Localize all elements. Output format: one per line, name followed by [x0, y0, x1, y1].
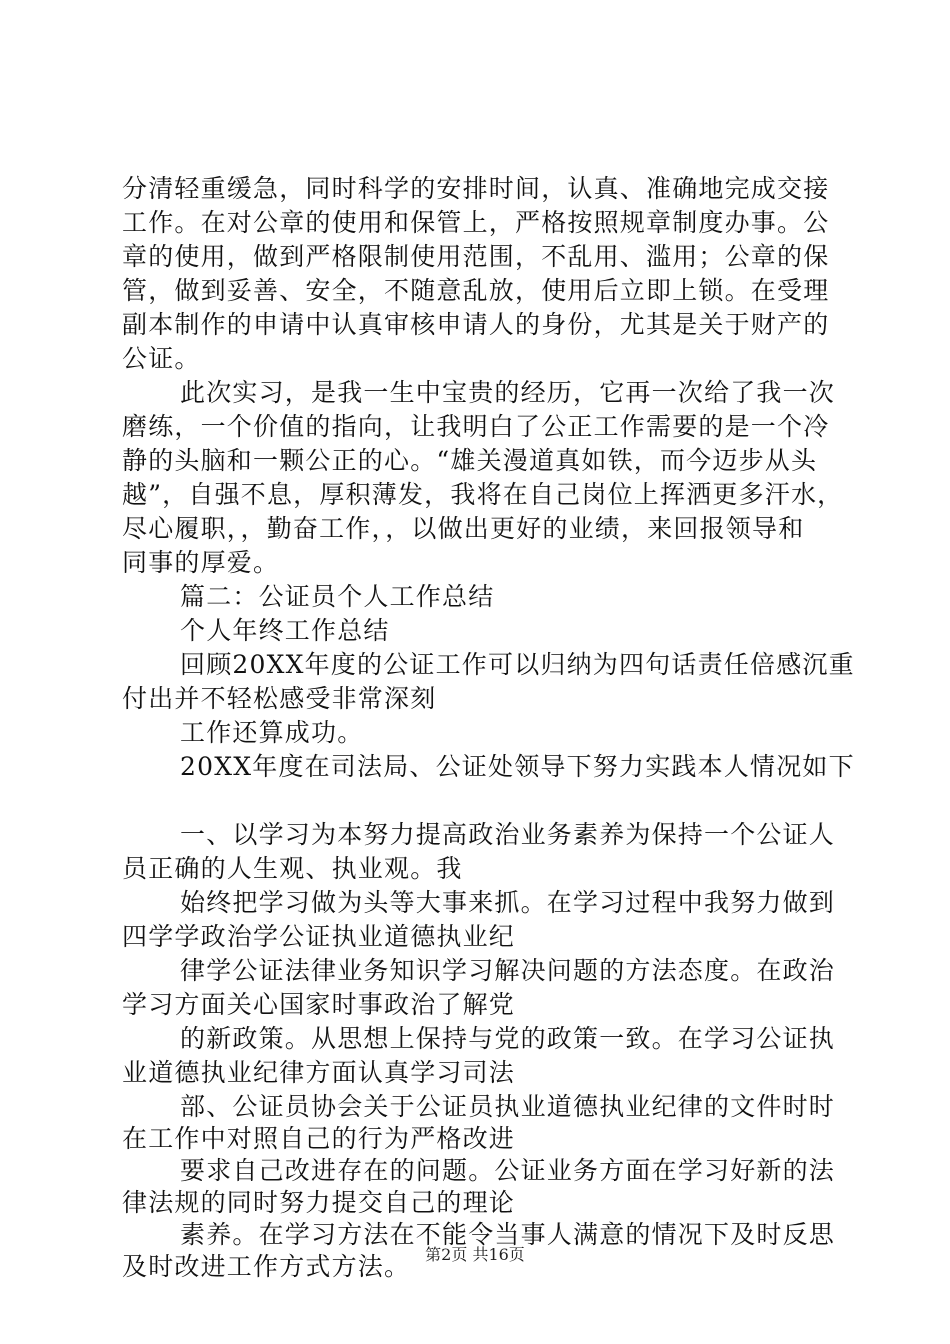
body-text-line: 静的头脑和一颗公正的心。“雄关漫道真如铁，而今迈步从头	[122, 446, 818, 475]
paragraph-start-line: 部、公证员协会关于公证员执业道德执业纪律的文件时时	[180, 1092, 836, 1121]
body-text-line: 同事的厚爱。	[122, 548, 280, 577]
body-text-line: 业道德执业纪律方面认真学习司法	[122, 1058, 516, 1087]
body-text-line: 律法规的同时努力提交自己的理论	[122, 1188, 516, 1217]
body-text-line: 章的使用，做到严格限制使用范围，不乱用、滥用；公章的保	[122, 242, 830, 271]
body-text-line: 副本制作的申请中认真审核申请人的身份，尤其是关于财产的	[122, 310, 830, 339]
body-text-line: 员正确的人生观、执业观。我	[122, 854, 463, 883]
body-text-line: 尽心履职，，勤奋工作，，以做出更好的业绩，来回报领导和	[122, 514, 805, 543]
paragraph-start-line: 始终把学习做为头等大事来抓。在学习过程中我努力做到	[180, 888, 836, 917]
body-text-line: 越”，自强不息，厚积薄发，我将在自己岗位上挥洒更多汗水，	[122, 480, 844, 509]
paragraph-start-line: 20XX年度在司法局、公证处领导下努力实践本人情况如下	[180, 752, 855, 781]
body-text-line: 学习方面关心国家时事政治了解党	[122, 990, 516, 1019]
body-text-line: 管，做到妥善、安全，不随意乱放，使用后立即上锁。在受理	[122, 276, 830, 305]
section-heading: 篇二：公证员个人工作总结	[180, 582, 495, 611]
page-number-footer: 第2页 共16页	[425, 1245, 525, 1264]
paragraph-start-line: 要求自己改进存在的问题。公证业务方面在学习好新的法	[180, 1156, 836, 1185]
paragraph-start-line: 回顾20XX年度的公证工作可以归纳为四句话责任倍感沉重	[180, 650, 855, 679]
paragraph-start-line: 一、以学习为本努力提高政治业务素养为保持一个公证人	[180, 820, 836, 849]
body-text-line: 及时改进工作方式方法。	[122, 1252, 411, 1281]
subheading: 个人年终工作总结	[180, 616, 390, 645]
paragraph-start-line: 律学公证法律业务知识学习解决问题的方法态度。在政治	[180, 956, 836, 985]
body-text-line: 在工作中对照自己的行为严格改进	[122, 1124, 516, 1153]
paragraph-start-line: 素养。在学习方法在不能令当事人满意的情况下及时反思	[180, 1220, 836, 1249]
body-text-line: 四学学政治学公证执业道德执业纪	[122, 922, 516, 951]
body-text-line: 付出并不轻松感受非常深刻	[122, 684, 437, 713]
body-text-line: 磨练，一个价值的指向，让我明白了公正工作需要的是一个冷	[122, 412, 830, 441]
paragraph-start-line: 工作还算成功。	[180, 718, 364, 747]
paragraph-start-line: 此次实习，是我一生中宝贵的经历，它再一次给了我一次	[180, 378, 836, 407]
body-text-line: 分清轻重缓急，同时科学的安排时间，认真、准确地完成交接	[122, 174, 830, 203]
body-text-line: 工作。在对公章的使用和保管上，严格按照规章制度办事。公	[122, 208, 830, 237]
body-text-line: 公证。	[122, 344, 201, 373]
paragraph-start-line: 的新政策。从思想上保持与党的政策一致。在学习公证执	[180, 1024, 836, 1053]
